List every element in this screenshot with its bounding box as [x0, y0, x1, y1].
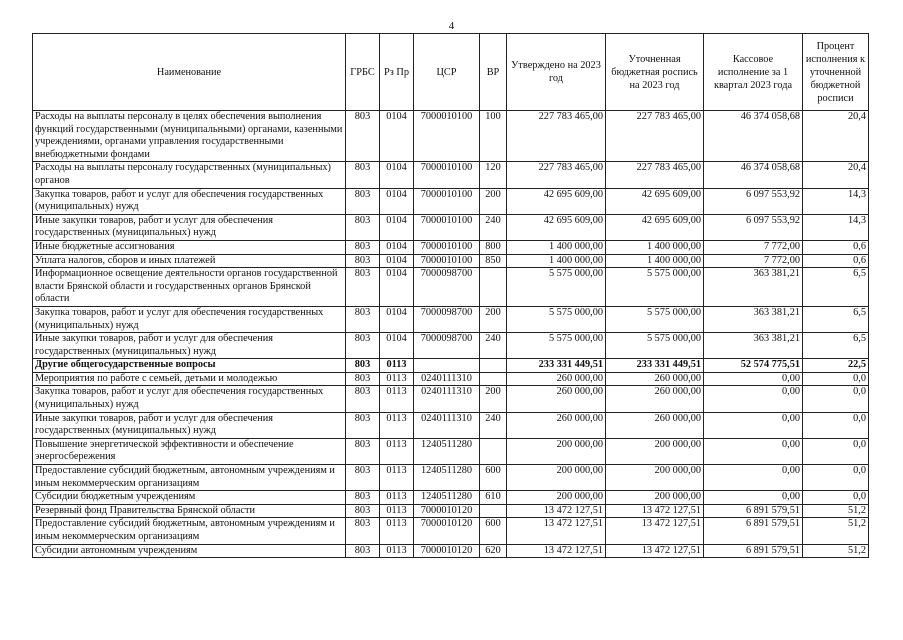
- cell-refined: 233 331 449,51: [606, 359, 704, 373]
- cell-percent: 51,2: [803, 504, 869, 518]
- header-grbs: ГРБС: [346, 34, 380, 111]
- cell-vr: [480, 268, 507, 307]
- cell-executed: 0,00: [704, 465, 803, 491]
- cell-rzpr: 0104: [380, 214, 414, 240]
- cell-executed: 0,00: [704, 412, 803, 438]
- budget-execution-table: [32, 33, 869, 558]
- cell-approved: 13 472 127,51: [507, 518, 606, 544]
- cell-percent: 0,6: [803, 254, 869, 268]
- cell-vr: [480, 359, 507, 373]
- cell-refined: 1 400 000,00: [606, 240, 704, 254]
- table-header: [33, 34, 869, 111]
- cell-grbs: 803: [346, 518, 380, 544]
- cell-approved: 200 000,00: [507, 465, 606, 491]
- cell-executed: 6 097 553,92: [704, 214, 803, 240]
- cell-executed: 0,00: [704, 386, 803, 412]
- cell-csr: 0240111310: [414, 372, 480, 386]
- cell-percent: 6,5: [803, 306, 869, 332]
- cell-name: Уплата налогов, сборов и иных платежей: [33, 254, 346, 268]
- cell-executed: 363 381,21: [704, 268, 803, 307]
- cell-csr: 1240511280: [414, 438, 480, 464]
- cell-vr: [480, 504, 507, 518]
- cell-csr: 7000010100: [414, 214, 480, 240]
- cell-executed: 363 381,21: [704, 333, 803, 359]
- cell-grbs: 803: [346, 386, 380, 412]
- cell-name: Информационное освещение деятельности органов государственной власти Брянской области и государственных органов Брянской области: [33, 268, 346, 307]
- cell-approved: 42 695 609,00: [507, 214, 606, 240]
- cell-rzpr: 0104: [380, 333, 414, 359]
- cell-refined: 1 400 000,00: [606, 254, 704, 268]
- cell-refined: 227 783 465,00: [606, 111, 704, 162]
- cell-name: Мероприятия по работе с семьей, детьми и молодежью: [33, 372, 346, 386]
- cell-rzpr: 0113: [380, 359, 414, 373]
- cell-vr: [480, 372, 507, 386]
- cell-executed: 0,00: [704, 438, 803, 464]
- cell-refined: 13 472 127,51: [606, 544, 704, 558]
- cell-approved: 260 000,00: [507, 386, 606, 412]
- cell-rzpr: 0113: [380, 504, 414, 518]
- cell-percent: 6,5: [803, 268, 869, 307]
- cell-percent: 20,4: [803, 111, 869, 162]
- cell-name: Другие общегосударственные вопросы: [33, 359, 346, 373]
- table-row: [33, 240, 869, 254]
- header-vr: ВР: [480, 34, 507, 111]
- cell-grbs: 803: [346, 412, 380, 438]
- cell-vr: [480, 438, 507, 464]
- cell-name: Предоставление субсидий бюджетным, автономным учреждениям и иным некоммерческим организациям: [33, 518, 346, 544]
- cell-grbs: 803: [346, 268, 380, 307]
- cell-approved: 5 575 000,00: [507, 333, 606, 359]
- cell-name: Субсидии бюджетным учреждениям: [33, 491, 346, 505]
- cell-grbs: 803: [346, 504, 380, 518]
- cell-grbs: 803: [346, 333, 380, 359]
- cell-vr: 600: [480, 518, 507, 544]
- cell-vr: 100: [480, 111, 507, 162]
- cell-vr: 240: [480, 333, 507, 359]
- cell-rzpr: 0104: [380, 254, 414, 268]
- cell-executed: 7 772,00: [704, 254, 803, 268]
- cell-grbs: 803: [346, 254, 380, 268]
- cell-csr: 7000010100: [414, 188, 480, 214]
- cell-rzpr: 0104: [380, 268, 414, 307]
- cell-csr: 7000010100: [414, 111, 480, 162]
- header-name: Наименование: [33, 34, 346, 111]
- cell-approved: 1 400 000,00: [507, 240, 606, 254]
- cell-rzpr: 0113: [380, 465, 414, 491]
- cell-csr: 7000098700: [414, 268, 480, 307]
- cell-vr: 610: [480, 491, 507, 505]
- cell-percent: 0,6: [803, 240, 869, 254]
- cell-vr: 200: [480, 188, 507, 214]
- table-row: [33, 359, 869, 373]
- cell-executed: 6 891 579,51: [704, 518, 803, 544]
- table-row: [33, 188, 869, 214]
- cell-executed: 52 574 775,51: [704, 359, 803, 373]
- cell-rzpr: 0104: [380, 306, 414, 332]
- cell-grbs: 803: [346, 240, 380, 254]
- table-row: [33, 504, 869, 518]
- table-row: [33, 214, 869, 240]
- table-row: [33, 412, 869, 438]
- header-csr: ЦСР: [414, 34, 480, 111]
- cell-percent: 0,0: [803, 386, 869, 412]
- cell-approved: 42 695 609,00: [507, 188, 606, 214]
- cell-approved: 200 000,00: [507, 438, 606, 464]
- cell-percent: 0,0: [803, 491, 869, 505]
- cell-grbs: 803: [346, 438, 380, 464]
- cell-executed: 6 097 553,92: [704, 188, 803, 214]
- cell-grbs: 803: [346, 214, 380, 240]
- cell-rzpr: 0113: [380, 372, 414, 386]
- cell-name: Резервный фонд Правительства Брянской области: [33, 504, 346, 518]
- cell-name: Закупка товаров, работ и услуг для обеспечения государственных (муниципальных) нужд: [33, 386, 346, 412]
- cell-percent: 6,5: [803, 333, 869, 359]
- header-refined: Уточненная бюджетная роспись на 2023 год: [606, 34, 704, 111]
- cell-refined: 5 575 000,00: [606, 333, 704, 359]
- cell-executed: 0,00: [704, 491, 803, 505]
- cell-executed: 6 891 579,51: [704, 544, 803, 558]
- cell-executed: 363 381,21: [704, 306, 803, 332]
- cell-executed: 46 374 058,68: [704, 162, 803, 188]
- cell-percent: 51,2: [803, 544, 869, 558]
- cell-rzpr: 0104: [380, 162, 414, 188]
- header-executed: Кассовое исполнение за 1 квартал 2023 года: [704, 34, 803, 111]
- cell-percent: 14,3: [803, 188, 869, 214]
- cell-vr: 800: [480, 240, 507, 254]
- cell-refined: 200 000,00: [606, 491, 704, 505]
- cell-grbs: 803: [346, 372, 380, 386]
- cell-approved: 227 783 465,00: [507, 162, 606, 188]
- cell-name: Расходы на выплаты персоналу государственных (муниципальных) органов: [33, 162, 346, 188]
- cell-grbs: 803: [346, 359, 380, 373]
- cell-name: Предоставление субсидий бюджетным, автономным учреждениям и иным некоммерческим организациям: [33, 465, 346, 491]
- cell-csr: 7000010120: [414, 544, 480, 558]
- cell-refined: 5 575 000,00: [606, 268, 704, 307]
- cell-name: Субсидии автономным учреждениям: [33, 544, 346, 558]
- cell-rzpr: 0113: [380, 491, 414, 505]
- cell-rzpr: 0104: [380, 188, 414, 214]
- cell-refined: 200 000,00: [606, 465, 704, 491]
- cell-approved: 5 575 000,00: [507, 306, 606, 332]
- cell-vr: 200: [480, 306, 507, 332]
- cell-vr: 600: [480, 465, 507, 491]
- cell-percent: 0,0: [803, 412, 869, 438]
- cell-refined: 227 783 465,00: [606, 162, 704, 188]
- cell-csr: 0240111310: [414, 386, 480, 412]
- cell-name: Иные закупки товаров, работ и услуг для обеспечения государственных (муниципальных) нужд: [33, 333, 346, 359]
- cell-refined: 5 575 000,00: [606, 306, 704, 332]
- cell-percent: 51,2: [803, 518, 869, 544]
- table-row: [33, 306, 869, 332]
- cell-approved: 260 000,00: [507, 412, 606, 438]
- cell-refined: 200 000,00: [606, 438, 704, 464]
- table-row: [33, 544, 869, 558]
- cell-refined: 13 472 127,51: [606, 518, 704, 544]
- table-row: [33, 438, 869, 464]
- cell-grbs: 803: [346, 111, 380, 162]
- cell-csr: 7000010120: [414, 518, 480, 544]
- cell-vr: 850: [480, 254, 507, 268]
- cell-name: Расходы на выплаты персоналу в целях обеспечения выполнения функций государственными (муниципальными) органами, казенными учреждениями, органами управления государственными внебюджетными фондами: [33, 111, 346, 162]
- cell-name: Закупка товаров, работ и услуг для обеспечения государственных (муниципальных) нужд: [33, 306, 346, 332]
- cell-executed: 0,00: [704, 372, 803, 386]
- table-row: [33, 162, 869, 188]
- cell-refined: 42 695 609,00: [606, 214, 704, 240]
- cell-csr: 1240511280: [414, 465, 480, 491]
- cell-approved: 1 400 000,00: [507, 254, 606, 268]
- cell-name: Повышение энергетической эффективности и обеспечение энергосбережения: [33, 438, 346, 464]
- cell-grbs: 803: [346, 188, 380, 214]
- cell-rzpr: 0113: [380, 438, 414, 464]
- cell-vr: 200: [480, 386, 507, 412]
- cell-executed: 6 891 579,51: [704, 504, 803, 518]
- cell-approved: 5 575 000,00: [507, 268, 606, 307]
- cell-approved: 13 472 127,51: [507, 504, 606, 518]
- cell-refined: 13 472 127,51: [606, 504, 704, 518]
- header-percent: Процент исполнения к уточненной бюджетной росписи: [803, 34, 869, 111]
- cell-csr: 7000010120: [414, 504, 480, 518]
- cell-rzpr: 0113: [380, 544, 414, 558]
- cell-rzpr: 0113: [380, 518, 414, 544]
- cell-grbs: 803: [346, 306, 380, 332]
- header-approved: Утверждено на 2023 год: [507, 34, 606, 111]
- cell-rzpr: 0113: [380, 386, 414, 412]
- cell-csr: 7000010100: [414, 240, 480, 254]
- table-row: [33, 333, 869, 359]
- page-number: 4: [448, 20, 455, 32]
- cell-percent: 0,0: [803, 465, 869, 491]
- cell-rzpr: 0104: [380, 240, 414, 254]
- cell-vr: 620: [480, 544, 507, 558]
- cell-percent: 20,4: [803, 162, 869, 188]
- cell-vr: 240: [480, 214, 507, 240]
- cell-grbs: 803: [346, 544, 380, 558]
- cell-grbs: 803: [346, 162, 380, 188]
- cell-csr: 0240111310: [414, 412, 480, 438]
- table-row: [33, 465, 869, 491]
- cell-csr: 7000098700: [414, 333, 480, 359]
- cell-grbs: 803: [346, 465, 380, 491]
- cell-name: Иные закупки товаров, работ и услуг для обеспечения государственных (муниципальных) нужд: [33, 214, 346, 240]
- cell-rzpr: 0113: [380, 412, 414, 438]
- cell-csr: [414, 359, 480, 373]
- cell-vr: 120: [480, 162, 507, 188]
- cell-name: Иные закупки товаров, работ и услуг для обеспечения государственных (муниципальных) нужд: [33, 412, 346, 438]
- cell-approved: 260 000,00: [507, 372, 606, 386]
- table-row: [33, 254, 869, 268]
- cell-executed: 46 374 058,68: [704, 111, 803, 162]
- cell-csr: 7000010100: [414, 254, 480, 268]
- cell-grbs: 803: [346, 491, 380, 505]
- table-row: [33, 491, 869, 505]
- cell-percent: 22,5: [803, 359, 869, 373]
- cell-approved: 200 000,00: [507, 491, 606, 505]
- cell-refined: 260 000,00: [606, 412, 704, 438]
- cell-percent: 0,0: [803, 372, 869, 386]
- cell-vr: 240: [480, 412, 507, 438]
- cell-approved: 13 472 127,51: [507, 544, 606, 558]
- cell-refined: 260 000,00: [606, 386, 704, 412]
- header-row: [33, 34, 869, 111]
- cell-refined: 260 000,00: [606, 372, 704, 386]
- cell-percent: 14,3: [803, 214, 869, 240]
- table-row: [33, 111, 869, 162]
- cell-rzpr: 0104: [380, 111, 414, 162]
- cell-csr: 7000010100: [414, 162, 480, 188]
- cell-refined: 42 695 609,00: [606, 188, 704, 214]
- cell-executed: 7 772,00: [704, 240, 803, 254]
- cell-approved: 227 783 465,00: [507, 111, 606, 162]
- cell-approved: 233 331 449,51: [507, 359, 606, 373]
- cell-csr: 1240511280: [414, 491, 480, 505]
- cell-name: Закупка товаров, работ и услуг для обеспечения государственных (муниципальных) нужд: [33, 188, 346, 214]
- table-body: [33, 111, 869, 558]
- cell-csr: 7000098700: [414, 306, 480, 332]
- cell-percent: 0,0: [803, 438, 869, 464]
- header-rzpr: Рз Пр: [380, 34, 414, 111]
- table-row: [33, 268, 869, 307]
- table-row: [33, 372, 869, 386]
- table-row: [33, 386, 869, 412]
- table-row: [33, 518, 869, 544]
- cell-name: Иные бюджетные ассигнования: [33, 240, 346, 254]
